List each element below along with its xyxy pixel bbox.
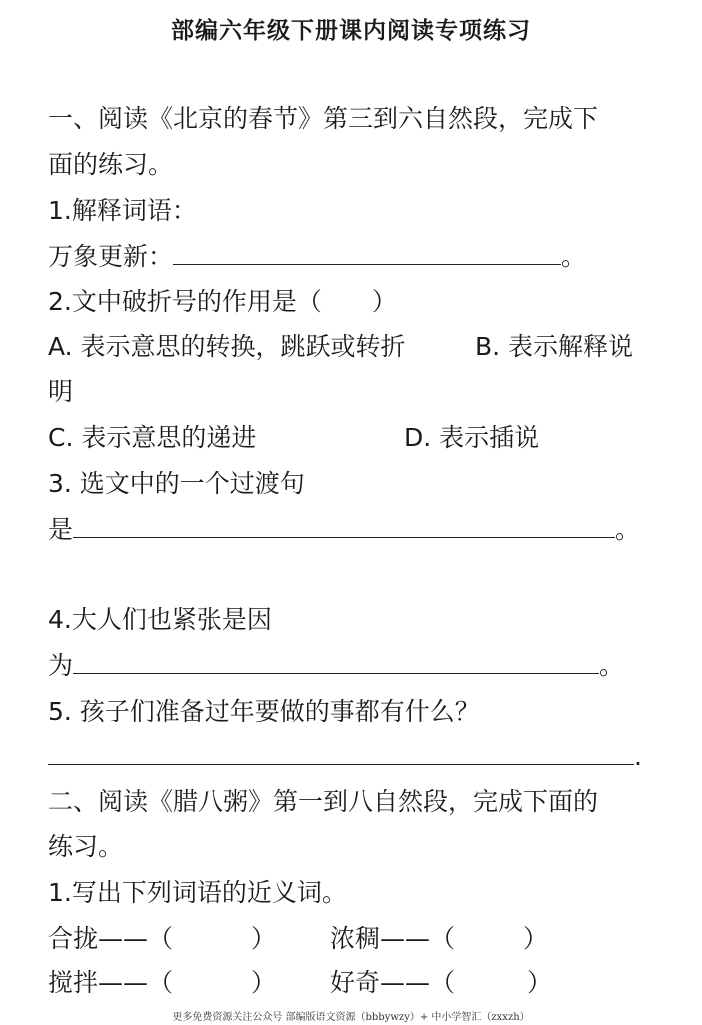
synonym-word: 搅拌——（ [48,968,174,997]
q2-option-b-cont: 明 [48,377,74,406]
synonym-word: 浓稠——（ [330,924,456,953]
q1-label: 1.解释词语： [48,196,197,225]
synonym-close: ） [523,924,549,953]
q5-end: . [634,742,642,771]
section1-heading-line1: 一、阅读《北京的春节》第三到六自然段，完成下 [48,104,599,133]
synonym-close: ） [251,924,277,953]
q4-label: 4.大人们也紧张是因 [48,605,272,634]
q2-label: 2.文中破折号的作用是（ ） [48,287,397,316]
q4-answer-blank[interactable] [73,651,599,674]
synonym-item [48,968,276,998]
q5-answer-blank[interactable] [48,742,634,765]
synonym-item [330,924,548,954]
q1-end: 。 [561,242,587,271]
q3-row [48,515,640,545]
synonym-close: ） [251,968,277,997]
page-title: 部编六年级下册课内阅读专项练习 [171,18,531,44]
q5-label: 5. 孩子们准备过年要做的事都有什么？ [48,697,480,726]
synonym-item [48,924,276,954]
q1-term: 万象更新： [48,242,174,271]
q3-prefix: 是 [48,515,74,544]
section2-heading-line1: 二、阅读《腊八粥》第一到八自然段，完成下面的 [48,787,599,816]
q4-prefix: 为 [48,651,74,680]
q3-label: 3. 选文中的一个过渡句 [48,469,305,498]
q2-option-d: D. 表示插说 [404,423,540,452]
synonym-word: 合拢——（ [48,924,174,953]
q2-option-a: A. 表示意思的转换，跳跃或转折 [48,332,406,361]
q2-option-b: B. 表示解释说 [475,332,634,361]
q4-row [48,651,624,681]
synonym-close: ） [527,968,553,997]
footer-note: 更多免费资源关注公众号 部编版语文资源（bbbywzy）+ 中小学智汇（zxxzh） [172,1012,530,1023]
q3-end: 。 [615,515,641,544]
section1-heading-line2: 面的练习。 [48,150,174,179]
section2-heading-line2: 练习。 [48,832,124,861]
q1-answer-blank[interactable] [173,242,561,265]
q4-end: 。 [599,651,625,680]
q2-option-c: C. 表示意思的递进 [48,423,257,452]
s2-q1-label: 1.写出下列词语的近义词。 [48,878,347,907]
q3-answer-blank[interactable] [73,515,615,538]
synonym-word: 好奇——（ [330,968,456,997]
synonym-item [330,968,552,998]
q5-row [48,742,642,772]
q1-row [48,242,586,272]
